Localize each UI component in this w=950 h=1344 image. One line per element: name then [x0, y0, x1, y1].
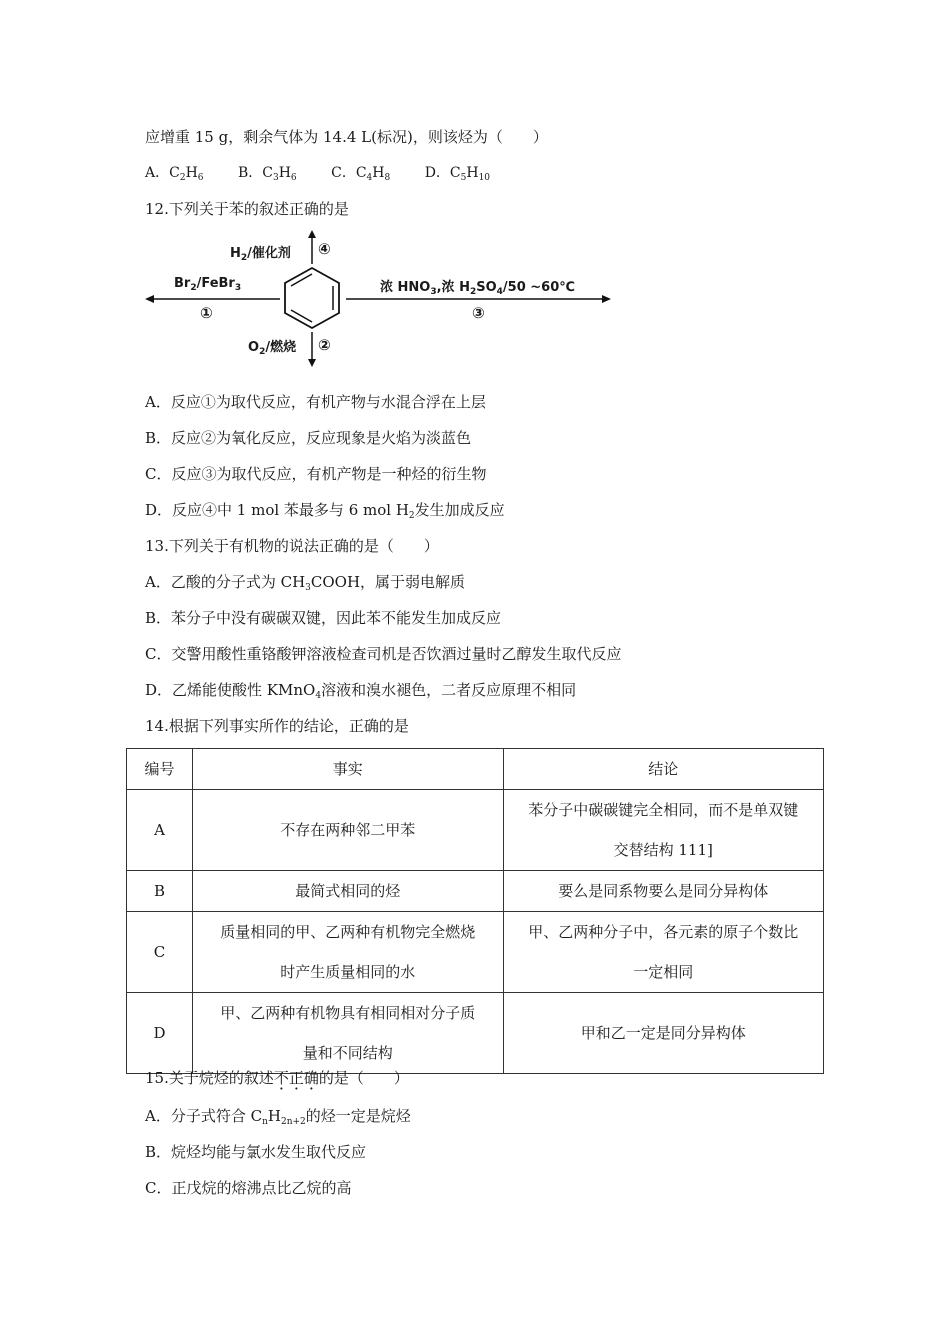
- row-id: C: [127, 912, 193, 993]
- q13-option-b: B．苯分子中没有碳碳双键，因此苯不能发生加成反应: [145, 609, 502, 627]
- row-id: D: [127, 993, 193, 1074]
- num-3: ③: [472, 304, 485, 322]
- num-4: ④: [318, 240, 331, 258]
- header-conclusion: 结论: [503, 749, 823, 790]
- q15-option-b: B．烷烃均能与氯水发生取代反应: [145, 1143, 367, 1161]
- benzene-double-bond-1: [291, 274, 312, 286]
- q14-table: [126, 748, 824, 1074]
- arrow-up-head: [308, 230, 316, 238]
- q13-option-a: A．乙酸的分子式为 $CH_3COOH$，属于弱电解质: [145, 573, 466, 593]
- q15-option-c: C．正戊烷的熔沸点比乙烷的高: [145, 1179, 352, 1197]
- row-fact: 最简式相同的烃: [193, 871, 503, 912]
- q11-option-d: D．$C_5H_{10}$: [424, 165, 491, 183]
- diagram-svg: [140, 228, 620, 373]
- row-fact: 不存在两种邻二甲苯: [193, 790, 503, 871]
- benzene-ring: [285, 268, 339, 328]
- q11-option-c: C．$C_4H_8$: [331, 165, 391, 183]
- q11-tail-text: 应增重 15 g，剩余气体为 14.4 L(标况)，则该烃为（ ）: [145, 128, 548, 146]
- table-row: [127, 993, 824, 1074]
- q11-option-b: B．$C_3H_6$: [237, 165, 297, 183]
- q11-options: [145, 163, 520, 188]
- num-2: ②: [318, 336, 331, 354]
- benzene-double-bond-3: [291, 310, 312, 322]
- q13-title: 13.下列关于有机物的说法正确的是（ ）: [145, 537, 439, 555]
- row-fact: 甲、乙两种有机物具有相同相对分子质 量和不同结构: [193, 993, 503, 1074]
- row-fact: 质量相同的甲、乙两种有机物完全燃烧 时产生质量相同的水: [193, 912, 503, 993]
- label-bottom: $O_2/$燃烧: [248, 340, 297, 357]
- emphasis-dot-char: 确: [303, 1069, 319, 1087]
- table-row: [127, 912, 824, 993]
- row-conclusion: 甲、乙两种分子中，各元素的原子个数比 一定相同: [503, 912, 823, 993]
- benzene-reaction-diagram: [140, 228, 620, 373]
- num-1: ①: [200, 304, 213, 322]
- table-row: [127, 790, 824, 871]
- arrow-down-head: [308, 359, 316, 367]
- q12-option-a: A．反应①为取代反应，有机产物与水混合浮在上层: [145, 393, 486, 411]
- table-row: [127, 871, 824, 912]
- q15-title: 15.关于烷烃的叙述不正确的是（ ）: [145, 1069, 409, 1087]
- q12-title: 12.下列关于苯的叙述正确的是: [145, 200, 349, 218]
- q13-option-d: D．乙烯能使酸性 KMnO$_4$溶液和溴水褪色，二者反应原理不相同: [145, 681, 577, 701]
- row-conclusion: 甲和乙一定是同分异构体: [503, 993, 823, 1074]
- q15-option-a: A．分子式符合 $C_nH_{2n+2}$的烃一定是烷烃: [145, 1107, 411, 1127]
- q13-option-c: C．交警用酸性重铬酸钾溶液检查司机是否饮酒过量时乙醇发生取代反应: [145, 645, 622, 663]
- label-top: $H_2/$催化剂: [230, 246, 291, 263]
- q12-option-b: B．反应②为氧化反应，反应现象是火焰为淡蓝色: [145, 429, 472, 447]
- row-id: B: [127, 871, 193, 912]
- label-left: $Br_2/FeBr_3$: [174, 276, 242, 293]
- label-right: 浓 $HNO_3$,浓 $H_2SO_4/50$ ~60℃: [380, 280, 576, 297]
- row-conclusion: 要么是同系物要么是同分异构体: [503, 871, 823, 912]
- row-conclusion: 苯分子中碳碳键完全相同，而不是单双键 交替结构 111]: [503, 790, 823, 871]
- q11-option-a: A．$C_2H_6$: [145, 165, 204, 183]
- emphasis-dot-char: 正: [288, 1069, 304, 1087]
- header-id: 编号: [127, 749, 193, 790]
- row-id: A: [127, 790, 193, 871]
- arrow-right-head: [602, 295, 611, 303]
- q12-option-c: C．反应③为取代反应，有机产物是一种烃的衍生物: [145, 465, 487, 483]
- header-fact: 事实: [193, 749, 503, 790]
- emphasis-dot-char: 不: [273, 1069, 289, 1087]
- q12-option-d: D．反应④中 1 mol 苯最多与 6 mol $H_2$发生加成反应: [145, 501, 505, 521]
- q14-title: 14.根据下列事实所作的结论，正确的是: [145, 717, 409, 735]
- arrow-left-head: [145, 295, 154, 303]
- table-header-row: [127, 749, 824, 790]
